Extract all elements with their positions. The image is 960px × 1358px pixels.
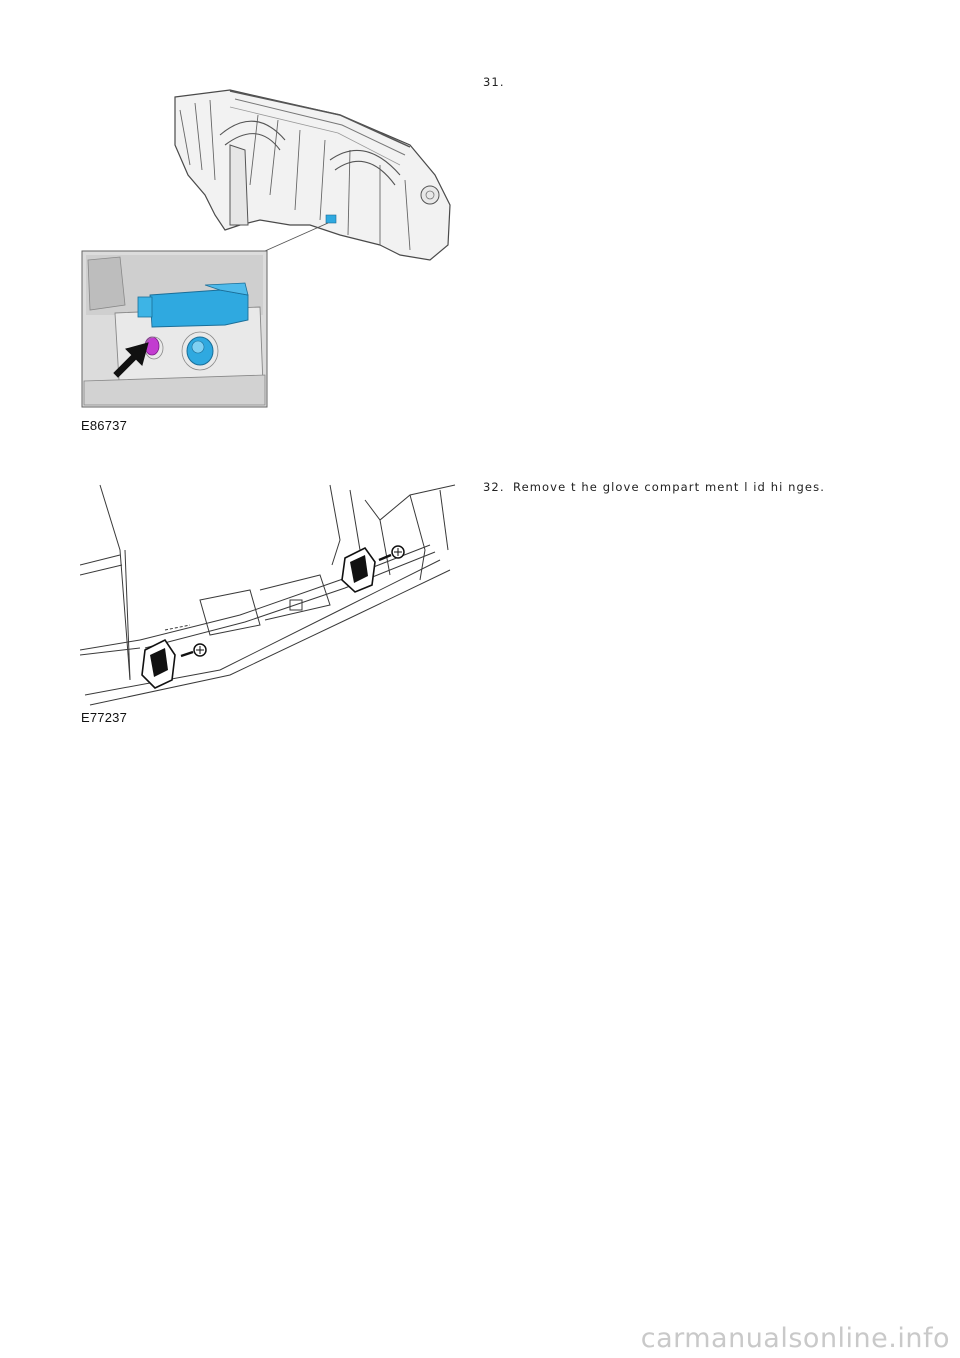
step-number: 32. bbox=[483, 480, 505, 494]
hinge-diagram bbox=[80, 480, 460, 708]
left-hinge bbox=[142, 640, 206, 688]
detail-inset bbox=[82, 251, 267, 407]
blue-module bbox=[150, 290, 248, 327]
figure-e77237 bbox=[80, 480, 460, 708]
step-text: Remove t he glove compart ment l id hi nges. bbox=[513, 480, 825, 494]
right-hinge bbox=[342, 546, 404, 592]
highlight-component-small bbox=[326, 215, 336, 223]
watermark-brand: carmanualsonline.info bbox=[640, 1323, 950, 1354]
figure-e86737 bbox=[80, 85, 455, 415]
step-32 bbox=[483, 480, 825, 494]
step-number: 31. bbox=[483, 75, 505, 89]
step-31 bbox=[483, 75, 513, 89]
dashboard-diagram bbox=[80, 85, 455, 415]
figure-id-label: E77237 bbox=[81, 710, 128, 725]
figure-id-label: E86737 bbox=[81, 418, 128, 433]
